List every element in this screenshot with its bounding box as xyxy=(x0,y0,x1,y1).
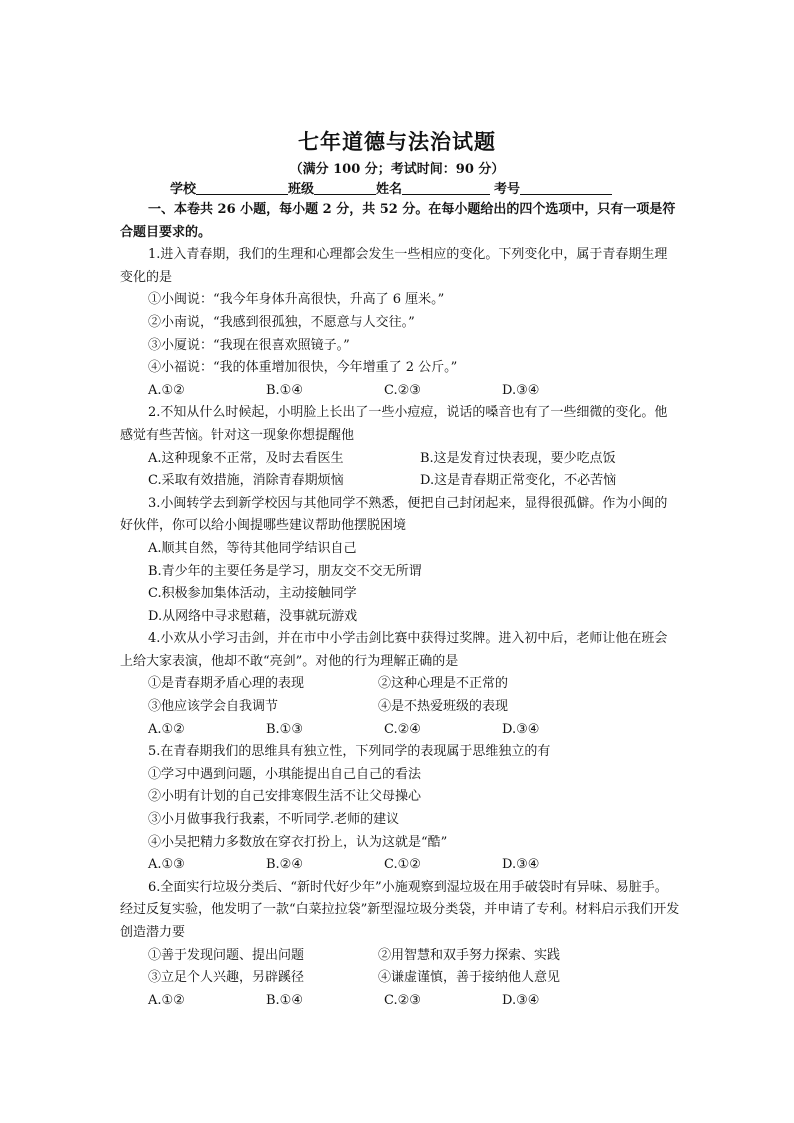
question-4-item: ②这种心理是不正常的 xyxy=(378,676,509,692)
name-label: 姓名 xyxy=(376,182,403,197)
question-5-item: ①学习中遇到问题，小琪能提出自己自己的看法 xyxy=(148,766,422,782)
question-1-item: ②小南说，“我感到很孤独，不愿意与人交往。” xyxy=(148,314,415,330)
question-4-items xyxy=(120,696,680,719)
section-heading: 一、本卷共 26 小题，每小题 2 分，共 52 分。在每小题给出的四个选项中，只有一项是符合题目要求的。 xyxy=(120,202,676,240)
option-a: A.①② xyxy=(148,721,185,737)
exam-no-field[interactable] xyxy=(520,180,612,195)
name-field[interactable] xyxy=(402,180,490,195)
question-6-options xyxy=(120,990,680,1013)
question-6-items xyxy=(120,945,680,968)
question-6-item: ①善于发现问题、提出问题 xyxy=(148,947,305,963)
question-5-options xyxy=(120,854,680,877)
page-title: 七年道德与法治试题 xyxy=(298,129,496,154)
option-b: B.这是发育过快表现，要少吃点饭 xyxy=(420,450,616,466)
option-d: D.从网络中寻求慰藉，没事就玩游戏 xyxy=(148,608,358,624)
option-d: D.这是青春期正常变化，不必苦恼 xyxy=(420,473,617,489)
question-2-stem: 2.不知从什么时候起，小明脸上长出了一些小痘痘，说话的嗓音也有了一些细微的变化。他感觉有些苦恼。针对这一现象你想提醒他 xyxy=(120,405,668,443)
school-field[interactable] xyxy=(196,180,288,195)
student-info-line xyxy=(170,178,612,197)
option-c: C.②③ xyxy=(384,992,421,1008)
option-a: A.顺其自然，等待其他同学结识自己 xyxy=(148,540,357,556)
question-6-stem: 6.全面实行垃圾分类后、“新时代好少年”小施观察到湿垃圾在用手破袋时有异味、易脏手。经过反复实验，他发明了一款“白菜拉拉袋”新型湿垃圾分类袋，并申请了专利。材料启示我们开发创造潜力要 xyxy=(120,879,680,940)
option-d: D.③④ xyxy=(502,382,540,398)
option-b: B.①④ xyxy=(266,382,303,398)
option-b: B.青少年的主要任务是学习，朋友交不交无所谓 xyxy=(148,563,422,579)
option-d: D.③④ xyxy=(502,857,540,873)
question-5-stem: 5.在青春期我们的思维具有独立性，下列同学的表现属于思维独立的有 xyxy=(148,744,551,760)
question-6-items xyxy=(120,967,680,990)
question-1-item: ①小闽说：“我今年身体升高很快，升高了 6 厘米。” xyxy=(148,292,445,308)
option-a: A.①③ xyxy=(148,857,185,873)
question-1-item: ③小厦说：“我现在很喜欢照镜子。” xyxy=(148,337,350,353)
option-c: C.积极参加集体活动，主动接触同学 xyxy=(148,586,357,602)
question-2-options xyxy=(120,448,680,471)
question-4-items xyxy=(120,673,680,696)
option-a: A.这种现象不正常，及时去看医生 xyxy=(148,450,344,466)
option-d: D.③④ xyxy=(502,721,540,737)
option-c: C.②④ xyxy=(384,721,421,737)
option-b: B.①④ xyxy=(266,992,303,1008)
question-6-item: ②用智慧和双手努力探索、实践 xyxy=(378,947,561,963)
question-1-options xyxy=(120,380,680,403)
question-6-item: ③立足个人兴趣，另辟蹊径 xyxy=(148,970,305,986)
option-c: C.采取有效措施，消除青春期烦恼 xyxy=(148,473,344,489)
option-c: C.①② xyxy=(384,857,421,873)
class-field[interactable] xyxy=(314,180,376,195)
question-4-item: ④是不热爱班级的表现 xyxy=(378,699,509,715)
option-a: A.①② xyxy=(148,382,185,398)
question-4-options xyxy=(120,719,680,742)
option-b: B.②④ xyxy=(266,857,303,873)
exam-content xyxy=(120,199,680,1012)
option-c: C.②③ xyxy=(384,382,421,398)
question-2-options xyxy=(120,470,680,493)
question-5-item: ②小明有计划的自己安排寒假生活不让父母操心 xyxy=(148,789,422,805)
option-a: A.①② xyxy=(148,992,185,1008)
exam-no-label: 考号 xyxy=(494,182,521,197)
option-d: D.③④ xyxy=(502,992,540,1008)
question-4-item: ③他应该学会自我调节 xyxy=(148,699,279,715)
option-b: B.①③ xyxy=(266,721,303,737)
school-label: 学校 xyxy=(170,182,197,197)
question-1-item: ④小福说：“我的体重增加很快，今年增重了 2 公斤。” xyxy=(148,360,458,376)
question-4-stem: 4.小欢从小学习击剑，并在市中小学击剑比赛中获得过奖牌。进入初中后，老师让他在班会上给大家表演，他却不敢“亮剑”。对他的行为理解正确的是 xyxy=(120,631,668,669)
question-5-item: ④小吴把精力多数放在穿衣打扮上，认为这就是“酷” xyxy=(148,834,448,850)
exam-subtitle: （满分 100 分；考试时间：90 分） xyxy=(289,162,505,177)
question-1-stem: 1.进入青春期，我们的生理和心理都会发生一些相应的变化。下列变化中，属于青春期生理变化的是 xyxy=(120,247,668,285)
class-label: 班级 xyxy=(288,182,315,197)
question-5-item: ③小月做事我行我素，不听同学.老师的建议 xyxy=(148,812,400,828)
question-4-item: ①是青春期矛盾心理的表现 xyxy=(148,676,305,692)
question-6-item: ④谦虚谨慎，善于接纳他人意见 xyxy=(378,970,561,986)
question-3-stem: 3.小闽转学去到新学校因与其他同学不熟悉，便把自己封闭起来，显得很孤僻。作为小闽的好伙伴，你可以给小闽提哪些建议帮助他摆脱困境 xyxy=(120,495,668,534)
